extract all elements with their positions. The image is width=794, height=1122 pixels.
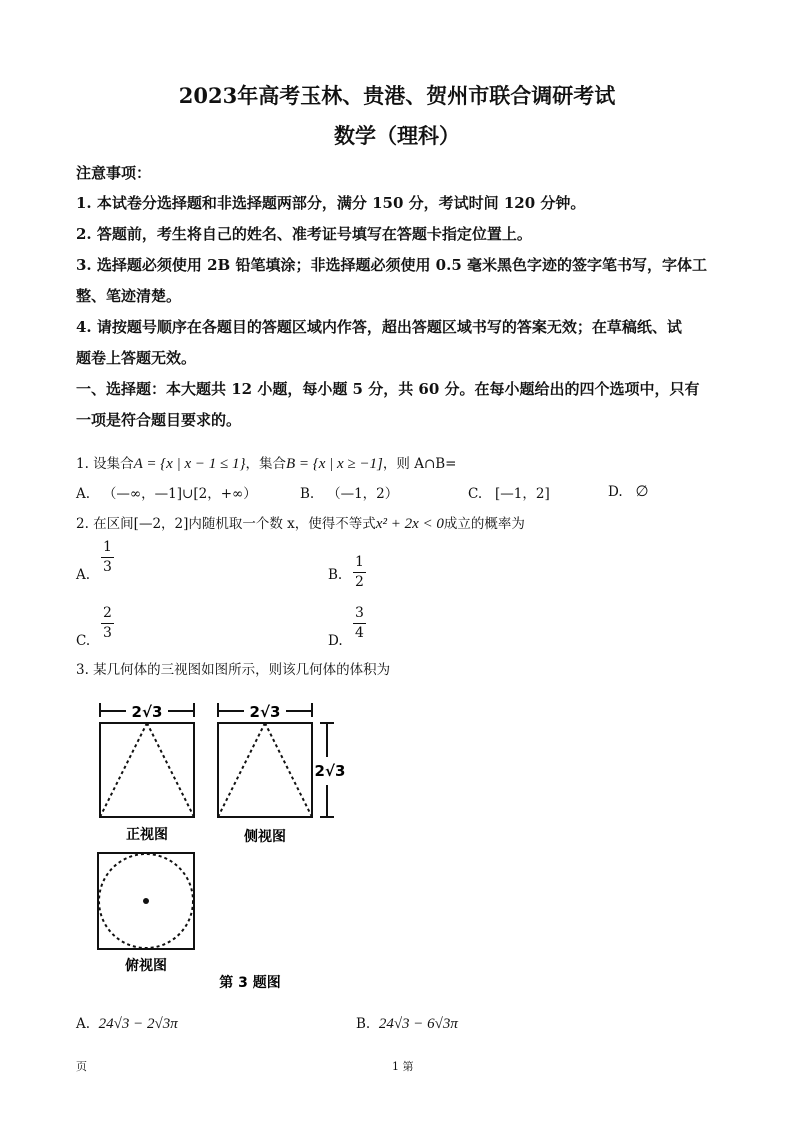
figure-caption: 第 3 题图 xyxy=(219,975,281,991)
q1-option-c: C. [—1，2] xyxy=(468,486,550,502)
set-a-expr: A = {x | x − 1 ≤ 1} xyxy=(133,456,246,472)
side-height-label: 2√3 xyxy=(314,762,346,780)
notice-heading: 注意事项： xyxy=(76,164,152,182)
question-1-stem: 1. 设集合A = {x | x − 1 ≤ 1}，集合B = {x | x ≥ −1]，则 A∩B= xyxy=(76,456,457,472)
inequality-expr: x² + 2x < 0 xyxy=(375,516,444,532)
question-2-stem: 2. 在区间[—2，2]内随机取一个数 x，使得不等式x² + 2x < 0成立的概率为 xyxy=(76,516,525,532)
q1-option-b: B. （—1，2） xyxy=(300,486,399,502)
front-view-dimension xyxy=(100,703,194,721)
front-view xyxy=(100,723,194,843)
question-3-stem: 3. 某几何体的三视图如图所示，则该几何体的体积为 xyxy=(76,662,391,678)
notice-item-2: 2. 答题前，考生将自己的姓名、准考证号填写在答题卡指定位置上。 xyxy=(76,225,532,243)
exam-subtitle: 数学（理科） xyxy=(334,123,460,148)
section-heading-line1: 一、选择题：本大题共 12 小题，每小题 5 分，共 60 分。在每小题给出的四个选项中，只有 xyxy=(76,380,700,398)
front-dim-label: 2√3 xyxy=(131,703,163,721)
notice-item-3-cont: 整、笔迹清楚。 xyxy=(76,287,182,305)
notice-item-4-cont: 题卷上答题无效。 xyxy=(76,349,197,367)
side-view-label: 侧视图 xyxy=(244,829,286,845)
q3-option-a: A. 24√3 − 2√3π xyxy=(76,1016,178,1032)
side-view xyxy=(218,723,345,845)
top-view xyxy=(98,853,194,974)
footer-left: 页 xyxy=(76,1060,87,1073)
side-dim-label: 2√3 xyxy=(249,703,281,721)
set-b-expr: B = {x | x ≥ −1] xyxy=(285,456,383,472)
footer-page-number: 1 第 xyxy=(392,1060,414,1073)
side-view-dimension xyxy=(218,703,312,721)
top-view-label: 俯视图 xyxy=(125,958,167,974)
q3-option-b: B. 24√3 − 6√3π xyxy=(356,1016,458,1032)
section-heading-line2: 一项是符合题目要求的。 xyxy=(76,411,242,429)
three-view-figure xyxy=(80,695,360,995)
notice-item-4: 4. 请按题号顺序在各题目的答题区域内作答，超出答题区域书写的答案无效；在草稿纸、试 xyxy=(76,318,682,336)
notice-item-1: 1. 本试卷分选择题和非选择题两部分，满分 150 分，考试时间 120 分钟。 xyxy=(76,194,586,212)
notice-item-3: 3. 选择题必须使用 2B 铅笔填涂；非选择题必须使用 0.5 毫米黑色字迹的签字笔书写，字体工 xyxy=(76,256,707,274)
front-view-label: 正视图 xyxy=(126,827,168,843)
exam-title: 2023年高考玉林、贵港、贺州市联合调研考试 xyxy=(178,83,616,108)
q1-option-d: D. ∅ xyxy=(608,482,649,500)
q1-option-a: A. （—∞，—1]∪[2，+∞） xyxy=(76,486,257,502)
